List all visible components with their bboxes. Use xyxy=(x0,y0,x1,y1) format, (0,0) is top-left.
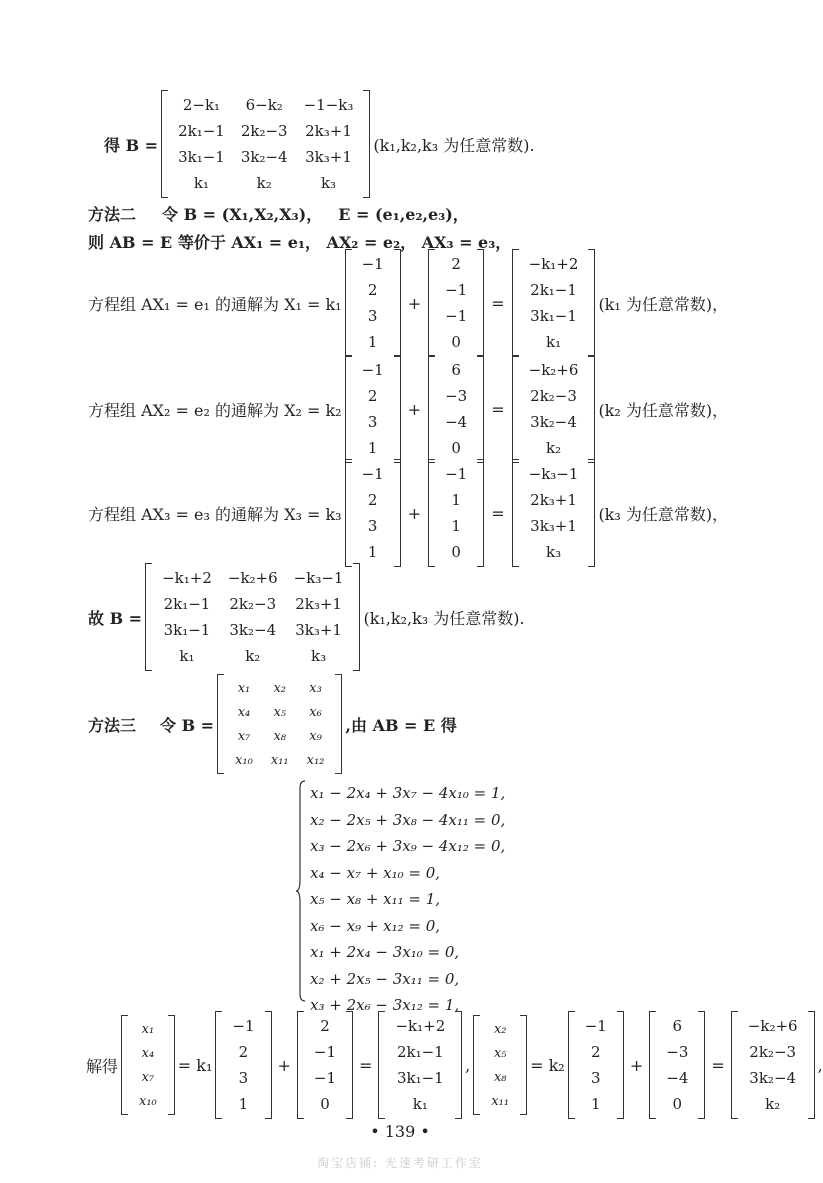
vector-entry: k₁ xyxy=(412,1095,428,1113)
vector-entry: 2 xyxy=(320,1017,330,1035)
vector-entry: x₁ xyxy=(141,1021,155,1037)
matrix-cell: x₇ xyxy=(237,728,251,744)
vector-entry: 0 xyxy=(320,1095,330,1113)
matrix-cell: −1−k₃ xyxy=(303,96,354,114)
method-two-text2: E = (e₁,e₂,e₃)， xyxy=(338,204,469,224)
vector-entry: 1 xyxy=(451,491,461,509)
matrix-cell: x₈ xyxy=(273,728,287,744)
vector-entry: −1 xyxy=(313,1043,337,1061)
vector-entry: −1 xyxy=(361,255,384,273)
solution-vector-b1 xyxy=(568,1011,624,1119)
conclusion-lead: 故 B = xyxy=(88,608,143,628)
method-three-suffix: ,由 AB = E 得 xyxy=(345,715,457,735)
method-three-line xyxy=(0,675,800,773)
system-2-lead: 方程组 AX₂ = e₂ 的通解为 X₂ = k₂ xyxy=(88,400,342,420)
conclusion-suffix: (k₁,k₂,k₃ 为任意常数). xyxy=(363,608,525,628)
matrix-cell: k₁ xyxy=(193,174,210,192)
matrix-cell: 2k₂−3 xyxy=(229,595,277,613)
vector-entry: 1 xyxy=(451,517,461,535)
vector-entry: 0 xyxy=(451,439,461,457)
method-two-label: 方法二 xyxy=(88,204,137,224)
solution-lead: 解得 xyxy=(86,1056,119,1076)
vector-entry: x₁₁ xyxy=(491,1093,510,1109)
system-equation: x₆ − x₉ + x₁₂ = 0, xyxy=(310,916,441,935)
vector-entry: 6 xyxy=(451,361,461,379)
vector-entry: −1 xyxy=(584,1017,607,1035)
vector-entry: 2 xyxy=(238,1043,249,1061)
vector-entry: 2k₂−3 xyxy=(749,1043,797,1061)
method-two-line xyxy=(0,200,800,226)
method-two-text1: 令 B = (X₁,X₂,X₃)， xyxy=(162,204,323,224)
system-3-line: 方程组 AX₃ = e₃ 的通解为 X₃ = k₃ −1 2 3 1 + −1 1 1 0 = −k₃−1 2k₃+1 3k₃+1 k₃ (k₃ 为任意常数)， xyxy=(0,464,800,562)
matrix-cell: x₂ xyxy=(273,680,287,696)
vector-entry: 2 xyxy=(367,281,378,299)
system-2-vector-1 xyxy=(345,355,401,463)
conclusion-matrix xyxy=(145,563,360,671)
result-suffix: (k₁,k₂,k₃ 为任意常数). xyxy=(373,135,535,155)
system-1-vector-1 xyxy=(345,249,401,357)
left-brace-icon xyxy=(296,780,306,1002)
solution-vector-b2 xyxy=(649,1011,705,1119)
vector-entry: −1 xyxy=(445,281,468,299)
vector-entry: −4 xyxy=(445,413,468,431)
equivalence-text: 则 AB = E 等价于 AX₁ = e₁， AX₂ = e₂， AX₃ = e₃， xyxy=(88,232,512,252)
vector-entry: 2k₂−3 xyxy=(530,387,577,405)
system-equation: x₂ + 2x₅ − 3x₁₁ = 0, xyxy=(310,969,460,988)
vector-entry: 1 xyxy=(591,1095,601,1113)
vector-entry: 1 xyxy=(238,1095,249,1113)
solution-result-b xyxy=(731,1011,815,1119)
system-equation: x₅ − x₈ + x₁₁ = 1, xyxy=(310,890,441,908)
result-line-1 xyxy=(0,95,800,193)
vector-entry: 2k₁−1 xyxy=(530,281,577,299)
vector-entry: k₃ xyxy=(545,543,562,561)
vector-entry: −k₂+6 xyxy=(747,1017,798,1035)
vector-entry: −4 xyxy=(666,1069,689,1087)
matrix-cell: x₁₀ xyxy=(235,752,253,768)
page-number: • 139 • xyxy=(370,1122,430,1141)
vector-entry: 0 xyxy=(672,1095,683,1113)
matrix-cell: 2k₃+1 xyxy=(305,122,352,140)
matrix-cell: x₁₂ xyxy=(306,752,325,768)
matrix-cell: 2k₁−1 xyxy=(178,122,225,140)
vector-entry: −k₂+6 xyxy=(528,361,579,379)
matrix-cell: x₅ xyxy=(273,704,287,720)
matrix-cell: 2k₃+1 xyxy=(295,595,342,613)
vector-entry: k₂ xyxy=(545,439,562,457)
solution-result-a xyxy=(378,1011,462,1119)
vector-entry: −1 xyxy=(445,465,468,483)
solution-plus-b: + xyxy=(629,1055,644,1075)
vector-entry: 3 xyxy=(367,517,378,535)
vector-entry: −k₃−1 xyxy=(528,465,579,483)
vector-entry: −3 xyxy=(445,387,468,405)
vector-entry: 3k₂−4 xyxy=(749,1069,797,1087)
conclusion-line xyxy=(0,568,800,666)
matrix-cell: k₂ xyxy=(256,174,272,192)
vector-entry: x₁₀ xyxy=(139,1093,157,1109)
vector-entry: x₂ xyxy=(493,1021,507,1037)
vector-entry: −1 xyxy=(361,465,384,483)
solution-x-vector-a xyxy=(121,1015,175,1115)
matrix-cell: −k₂+6 xyxy=(227,569,278,587)
solution-x-vector-b xyxy=(473,1015,527,1115)
vector-entry: −1 xyxy=(232,1017,255,1035)
vector-entry: 3k₁−1 xyxy=(396,1069,444,1087)
matrix-cell: 3k₂−4 xyxy=(240,148,288,166)
system-equation: x₄ − x₇ + x₁₀ = 0, xyxy=(310,863,441,882)
matrix-cell: −k₃−1 xyxy=(293,569,344,587)
result-matrix xyxy=(161,90,370,198)
vector-entry: 0 xyxy=(451,333,461,351)
solution-k1: = k₁ xyxy=(177,1055,213,1075)
matrix-cell: 3k₁−1 xyxy=(178,148,225,166)
solution-k2: = k₂ xyxy=(530,1055,565,1075)
matrix-cell: k₁ xyxy=(179,647,195,665)
matrix-cell: 6−k₂ xyxy=(245,96,283,114)
matrix-cell: x₁₁ xyxy=(270,752,289,768)
matrix-cell: 3k₂−4 xyxy=(229,621,277,639)
system-1-vector-2 xyxy=(428,249,484,357)
solution-eq-b: = xyxy=(711,1055,725,1075)
matrix-cell: 2k₁−1 xyxy=(163,595,211,613)
vector-entry: −1 xyxy=(445,307,468,325)
matrix-cell: x₁ xyxy=(237,680,251,696)
system-1-suffix: (k₁ 为任意常数)， xyxy=(598,294,729,314)
unknown-matrix xyxy=(217,674,342,774)
method-three-label: 方法三 xyxy=(88,715,137,735)
vector-entry: 1 xyxy=(367,439,378,457)
solution-eq-a: = xyxy=(359,1055,373,1075)
matrix-cell: k₂ xyxy=(245,647,261,665)
vector-entry: x₄ xyxy=(141,1045,155,1061)
vector-entry: 1 xyxy=(367,333,378,351)
result-lead: 得 B = xyxy=(104,135,159,155)
matrix-cell: x₉ xyxy=(309,728,322,744)
vector-entry: 3k₂−4 xyxy=(530,413,577,431)
vector-entry: 2 xyxy=(591,1043,601,1061)
system-3-result xyxy=(512,459,596,567)
system-1-line: 方程组 AX₁ = e₁ 的通解为 X₁ = k₁ −1 2 3 1 + 2 −1 −1 0 = −k₁+2 2k₁−1 3k₁−1 k₁ (k₁ 为任意常数)， xyxy=(0,254,800,352)
system-2-result xyxy=(512,355,596,463)
matrix-cell: x₄ xyxy=(237,704,251,720)
vector-entry: k₁ xyxy=(545,333,562,351)
vector-entry: 2k₁−1 xyxy=(396,1043,444,1061)
solution-vector-a2 xyxy=(297,1011,353,1119)
system-1-lead: 方程组 AX₁ = e₁ 的通解为 X₁ = k₁ xyxy=(88,294,342,314)
method-three-lead: 令 B = xyxy=(160,715,215,735)
system-2-suffix: (k₂ 为任意常数)， xyxy=(598,400,729,420)
system-equation: x₁ + 2x₄ − 3x₁₀ = 0, xyxy=(310,943,460,961)
vector-entry: 2 xyxy=(367,491,378,509)
vector-entry: −1 xyxy=(313,1069,337,1087)
vector-entry: 3 xyxy=(367,307,378,325)
vector-entry: 3 xyxy=(238,1069,249,1087)
vector-entry: 3k₁−1 xyxy=(530,307,577,325)
vector-entry: 2 xyxy=(367,387,378,405)
matrix-cell: x₃ xyxy=(309,680,322,696)
system-3-vector-1 xyxy=(345,459,401,567)
vector-entry: x₅ xyxy=(493,1045,507,1061)
system-equation: x₃ + 2x₆ − 3x₁₂ = 1, xyxy=(310,996,460,1014)
matrix-cell: 2−k₁ xyxy=(182,96,221,114)
system-3-suffix: (k₃ 为任意常数)， xyxy=(598,504,729,524)
vector-entry: −3 xyxy=(666,1043,689,1061)
system-3-vector-2 xyxy=(428,459,484,567)
vector-entry: 3 xyxy=(367,413,378,431)
vector-entry: 3 xyxy=(591,1069,601,1087)
vector-entry: 3k₃+1 xyxy=(530,517,577,535)
solution-plus-a: + xyxy=(277,1055,291,1075)
matrix-cell: k₃ xyxy=(320,174,337,192)
watermark: 淘宝店铺: 光速考研工作室 xyxy=(317,1156,483,1170)
vector-entry: −k₁+2 xyxy=(528,255,579,273)
vector-entry: −k₁+2 xyxy=(395,1017,446,1035)
matrix-cell: 3k₃+1 xyxy=(305,148,352,166)
matrix-cell: x₆ xyxy=(309,704,322,720)
matrix-cell: −k₁+2 xyxy=(162,569,212,587)
system-2-line: 方程组 AX₂ = e₂ 的通解为 X₂ = k₂ −1 2 3 1 + 6 −3 −4 0 = −k₂+6 2k₂−3 3k₂−4 k₂ (k₂ 为任意常数)， xyxy=(0,360,800,458)
solution-comma-b: , xyxy=(817,1055,823,1075)
matrix-cell: 2k₂−3 xyxy=(240,122,288,140)
system-2-vector-2 xyxy=(428,355,484,463)
vector-entry: 0 xyxy=(451,543,461,561)
matrix-cell: 3k₃+1 xyxy=(295,621,342,639)
system-1-result xyxy=(512,249,596,357)
matrix-cell: k₃ xyxy=(311,647,327,665)
vector-entry: x₇ xyxy=(141,1069,155,1085)
vector-entry: 2k₃+1 xyxy=(530,491,577,509)
system-3-lead: 方程组 AX₃ = e₃ 的通解为 X₃ = k₃ xyxy=(88,504,342,524)
solution-line xyxy=(0,1012,823,1118)
vector-entry: k₂ xyxy=(765,1095,781,1113)
solution-comma-a: , xyxy=(465,1055,471,1075)
vector-entry: 2 xyxy=(451,255,461,273)
solution-vector-a1 xyxy=(215,1011,271,1119)
system-equation: x₁ − 2x₄ + 3x₇ − 4x₁₀ = 1, xyxy=(310,784,506,802)
vector-entry: 6 xyxy=(672,1017,683,1035)
system-equation: x₃ − 2x₆ + 3x₉ − 4x₁₂ = 0, xyxy=(310,837,506,855)
vector-entry: 1 xyxy=(367,543,378,561)
vector-entry: −1 xyxy=(361,361,384,379)
system-equation: x₂ − 2x₅ + 3x₈ − 4x₁₁ = 0, xyxy=(310,810,506,829)
vector-entry: x₈ xyxy=(493,1069,507,1085)
matrix-cell: 3k₁−1 xyxy=(163,621,211,639)
